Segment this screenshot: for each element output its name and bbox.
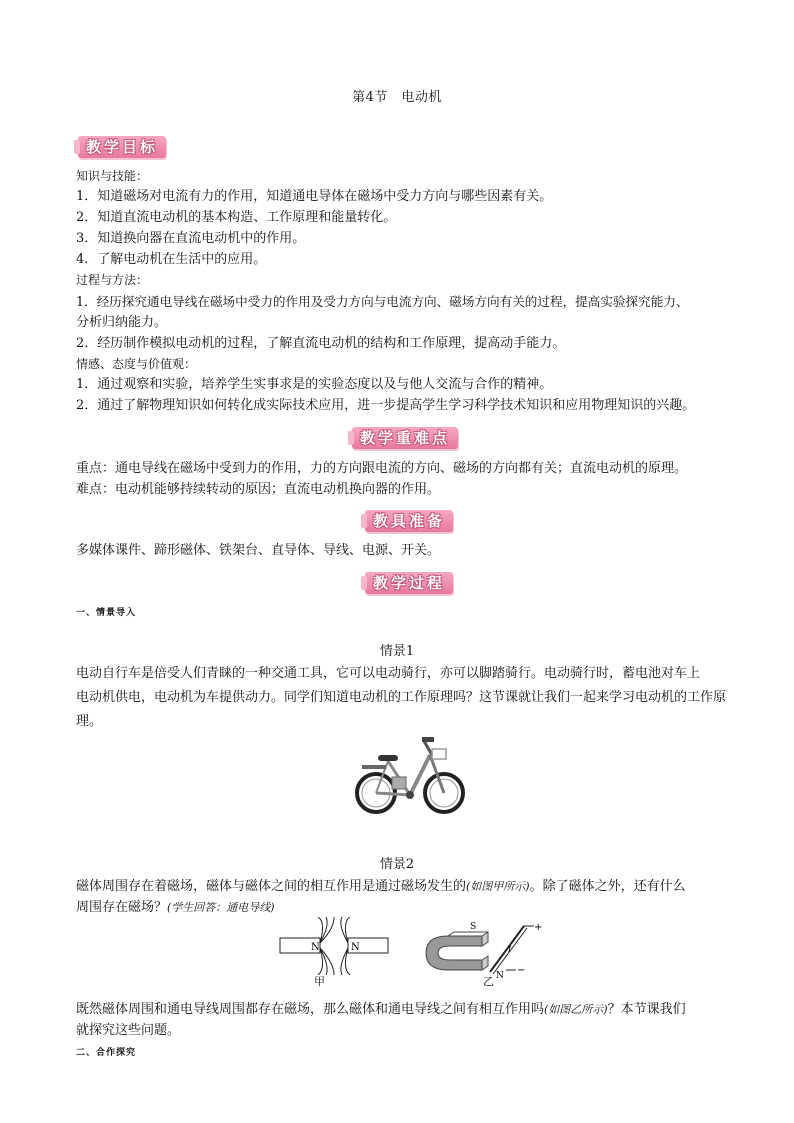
scene-1-line-1: 电动自行车是倍受人们青睐的一种交通工具，它可以电动骑行，亦可以脚踏骑行。电动骑行时，蓄电池对车上 (76, 666, 701, 681)
knowledge-item-3: 3．知道换向器在直流电动机中的作用。 (76, 231, 306, 246)
emotion-heading: 情感、态度与价值观： (76, 357, 197, 371)
figure-b-label: 乙 (483, 975, 494, 988)
scene-2-line-3-text: 既然磁体周围和通电导线周围都存在磁场，那么磁体和通电导线之间有相互作用吗 (76, 1002, 545, 1017)
knowledge-item-2: 2．知道直流电动机的基本构造、工作原理和能量转化。 (76, 210, 397, 225)
magnet-pole-n-right: N (351, 942, 360, 953)
scene-2-title: 情景2 (379, 857, 415, 872)
horseshoe-pole-s: S (470, 922, 477, 932)
knowledge-item-1: 1．知道磁场对电流有力的作用，知道通电导体在磁场中受力方向与哪些因素有关。 (76, 189, 553, 204)
current-label: I (508, 945, 512, 954)
figure-a-reference: (如图甲所示) (466, 880, 530, 893)
badge-teaching-process: 教学过程 (365, 572, 453, 594)
materials-text: 多媒体课件、蹄形磁体、铁架台、直导体、导线、电源、开关。 (76, 543, 441, 558)
section-heading-cooperative: 二、合作探究 (76, 1048, 137, 1058)
scene-2-line-1-text: 磁体周围存在着磁场，磁体与磁体之间的相互作用是通过磁场发生的 (76, 879, 467, 894)
scene-2-line-2-text: 周围存在磁场？ (76, 900, 168, 915)
key-point-text: 重点：通电导线在磁场中受到力的作用，力的方向跟电流的方向、磁场的方向都有关；直流电动机的原理。 (76, 461, 688, 476)
process-item-2: 2．经历制作模拟电动机的过程，了解直流电动机的结构和工作原理，提高动手能力。 (76, 336, 566, 351)
wire-plus-terminal: + (534, 922, 543, 933)
figure-magnets-field-lines (278, 917, 390, 975)
figure-a-label: 甲 (314, 975, 325, 988)
process-item-1-cont: 分析归纳能力。 (76, 315, 168, 330)
badge-teaching-goals: 教学目标 (78, 136, 166, 158)
scene-1-title: 情景1 (379, 644, 415, 659)
wire-minus-terminal: − (517, 965, 526, 976)
figure-horseshoe-magnet-wire (420, 920, 550, 982)
electric-bicycle-image (352, 733, 468, 821)
badge-key-points: 教学重难点 (352, 427, 458, 449)
process-heading: 过程与方法： (76, 273, 149, 287)
scene-1-line-2: 电动机供电，电动机为车提供动力。同学们知道电动机的工作原理吗？这节课就让我们一起来学习电动机的工作原 (76, 690, 727, 705)
horseshoe-pole-n: N (496, 971, 504, 981)
knowledge-item-4: 4．了解电动机在生活中的应用。 (76, 252, 267, 267)
section-heading-intro: 一、情景导入 (76, 608, 137, 618)
page-title: 第4节 电动机 (352, 90, 442, 105)
scene-1-line-3: 理。 (76, 714, 103, 729)
magnet-pole-n-left: N (311, 942, 320, 953)
emotion-item-2: 2．通过了解物理知识如何转化成实际技术应用，进一步提高学生学习科学技术知识和应用物理知识的兴趣。 (76, 398, 696, 413)
scene-2-line-2 (76, 898, 275, 918)
scene-2-line-1-text-end: 。除了磁体之外，还有什么 (529, 879, 686, 894)
emotion-item-1: 1．通过观察和实验，培养学生实事求是的实验态度以及与他人交流与合作的精神。 (76, 377, 553, 392)
figure-b-reference: (如图乙所示) (544, 1003, 608, 1016)
scene-2-line-3-text-end: ？本节课我们 (607, 1002, 686, 1017)
knowledge-heading: 知识与技能： (76, 169, 149, 183)
scene-2-line-4: 就探究这些问题。 (76, 1023, 181, 1038)
difficult-point-text: 难点：电动机能够持续转动的原因；直流电动机换向器的作用。 (76, 482, 441, 497)
student-answer-note: (学生回答：通电导线) (167, 901, 275, 914)
badge-materials: 教具准备 (365, 510, 453, 532)
scene-2-line-3 (76, 1000, 686, 1020)
process-item-1: 1．经历探究通电导线在磁场中受力的作用及受力方向与电流方向、磁场方向有关的过程，提高实验探究能力、 (76, 294, 689, 309)
scene-2-line-1 (76, 877, 686, 897)
